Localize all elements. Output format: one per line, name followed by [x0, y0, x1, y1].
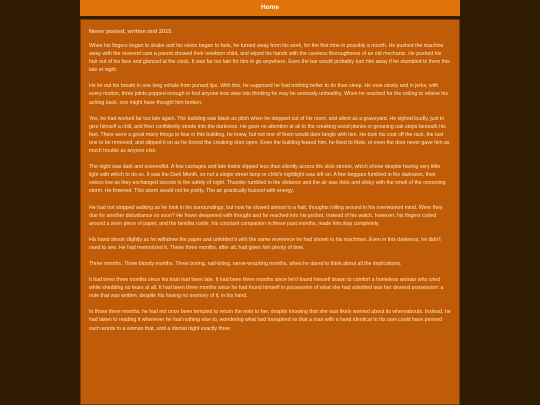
nav-home-link[interactable]: Home [260, 4, 280, 11]
story-paragraph: Three months. Three bloody months. Three boring, nail-biting, nerve-wracking months, when he dared to think about all the implications. [89, 260, 402, 267]
top-nav-bar [80, 0, 460, 17]
story-content-area [80, 19, 460, 405]
story-paragraph: His hand shook slightly as he withdrew the paper and unfolded it with the same reverence he had shown to his machines. Even in this darkness, he didn't need to see. He had memorized it. These three months, after all, had given him plenty of time. [89, 236, 441, 251]
story-paragraph: It had been three months since his train had been late. It had been three months since he'd found himself drawn to comfort a homeless woman who cried while shedding no tears at all. It had been three months since he had found himself in possession of what she had admitted was her dearest possession: a note that was written, despite his having no memory of it, in his hand. [89, 277, 444, 300]
story-paragraph: When his fingers began to shake and his vision began to fade, he turned away from his work, for the first time in possibly a month. He pushed the machine away with the reverent care a parent showed their newborn child, and wiped his hands with the careless thoroughness of an old mechanic. He pushed his hair out of his face and glanced at the clock. It was far too late for him to go anywhere. Even the bar would probably turn him away if he stumbled to them this late at night. [89, 43, 450, 74]
story-paragraph: He let out his breath in one long exhale from pursed lips. With this, he supposed he had nothing better to do than sleep. He rose slowly and in jerks; with every motion, three joints popped enough to fool anyone less wise into thinking he may be seriously unhealthy. When he reached for the ceiling to relieve his aching back, one might have thought him broken. [89, 83, 448, 106]
story-paragraph: The night was dark and uneventful. A few carriages and late trains slipped less than silently across the slick streets, which shone despite having very little light with which to do so. It was the Dark Month, so not a single street lamp or child's nightlight was left on. A few beggars fumbled in the darkness, their voices low as they exchanged secrets in the safety of night. Thunder rumbled in the distance and the air was thick and sticky with the smell of the oncoming storm. He frowned. This storm would not be pretty. The air practically buzzed with energy. [89, 164, 446, 195]
story-subtitle: Never posted, written mid 2015 [89, 29, 172, 35]
story-body [81, 20, 459, 333]
story-paragraph: In those three months, he had not once been tempted to return the note to her, despite knowing that she was likely worried about its whereabouts. Instead, he had taken to reading it whenever he had nothing else to, wondering what had transpired so that a man with a hand identical to his own could have penned such words to a woman that, until a dismal night exactly three [89, 309, 451, 332]
story-paragraph: Yes, he had worked far too late again. The building was black as pitch when he stepped out of his room, and silent as a graveyard. He sighed loudly, just to give himself a chill, and then confidently strode into the darkness. He gave no attention at all to the creaking wood planks or groaning oak steps beneath his feet. There were a great many things to fear in this building, he knew, but not one of them would dare tangle with him. He took his coat off the rack, the last one to be removed, and slipped it on as he forced the creaking door open. Even the building feared him, he liked to think, or even the door never gave him as much trouble as anyone else. [89, 115, 450, 155]
story-paragraph: He had not stopped walking as he took in his surroundings, but now he slowed almost to a halt, thoughts rolling around in his overworked mind. Were they due for another disturbance so soon? He frown deepened with thought and he reached into his pocket. Instead of his watch, however, his fingers curled around a worn piece of paper, and the familiar rustle, his constant companion in these past months, made him stop completely. [89, 204, 443, 227]
